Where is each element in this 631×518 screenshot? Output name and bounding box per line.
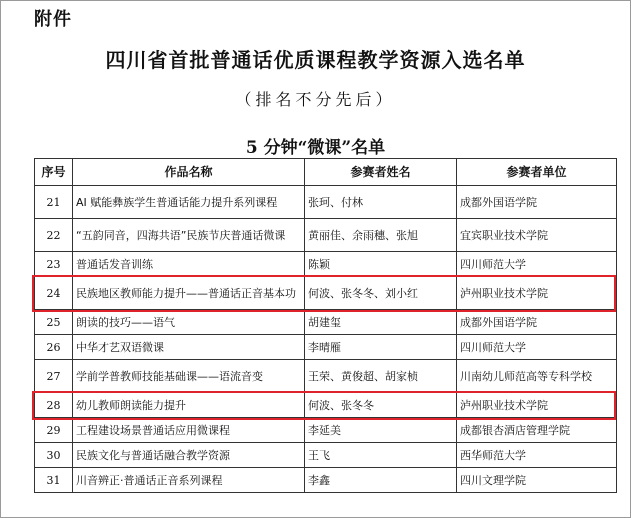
ranking-note: （排名不分先后）	[235, 90, 396, 109]
participant-unit: 四川师范大学	[457, 335, 617, 360]
participant-names: 陈颖	[305, 252, 457, 277]
row-number: 31	[35, 468, 73, 493]
work-title: 川音辨正·普通话正音系列课程	[73, 468, 305, 493]
participant-names: 何波、张冬冬	[305, 393, 457, 418]
participant-names: 李鑫	[305, 468, 457, 493]
table-header-row	[35, 159, 617, 186]
row-number: 24	[35, 277, 73, 310]
work-title: 中华才艺双语微课	[73, 335, 305, 360]
participant-names: 王荣、黄俊超、胡家桢	[305, 360, 457, 393]
row-number: 26	[35, 335, 73, 360]
header-work-title: 作品名称	[73, 159, 305, 186]
attachment-label: 附件	[34, 9, 72, 30]
participant-unit: 成都银杏酒店管理学院	[457, 418, 617, 443]
row-number: 22	[35, 219, 73, 252]
header-number: 序号	[35, 159, 73, 186]
participant-unit: 四川文理学院	[457, 468, 617, 493]
work-title: 朗读的技巧——语气	[73, 310, 305, 335]
participant-names: 黄丽佳、余雨穗、张旭	[305, 219, 457, 252]
participant-names: 王飞	[305, 443, 457, 468]
table-row	[35, 418, 617, 443]
participant-unit: 宜宾职业技术学院	[457, 219, 617, 252]
row-number: 30	[35, 443, 73, 468]
results-table	[34, 158, 617, 493]
participant-unit: 川南幼儿师范高等专科学校	[457, 360, 617, 393]
participant-unit: 泸州职业技术学院	[457, 277, 617, 310]
section-title: 5 分钟“微课”名单	[245, 138, 386, 158]
table-row	[35, 443, 617, 468]
work-title: 工程建设场景普通话应用微课程	[73, 418, 305, 443]
work-title: AI 赋能彝族学生普通话能力提升系列课程	[73, 186, 305, 219]
table-row	[35, 393, 617, 418]
table-row	[35, 335, 617, 360]
row-number: 28	[35, 393, 73, 418]
row-number: 29	[35, 418, 73, 443]
work-title: 民族文化与普通话融合教学资源	[73, 443, 305, 468]
work-title: “五韵同音，四海共语”民族节庆普通话微课	[73, 219, 305, 252]
row-number: 25	[35, 310, 73, 335]
table-row	[35, 360, 617, 393]
document-title: 四川省首批普通话优质课程教学资源入选名单	[105, 48, 526, 72]
participant-names: 李延美	[305, 418, 457, 443]
table-row	[35, 277, 617, 310]
work-title: 学前学普教师技能基础课——语流音变	[73, 360, 305, 393]
table-row	[35, 186, 617, 219]
row-number: 27	[35, 360, 73, 393]
participant-unit: 泸州职业技术学院	[457, 393, 617, 418]
work-title: 普通话发音训练	[73, 252, 305, 277]
table-row	[35, 219, 617, 252]
participant-names: 张珂、付林	[305, 186, 457, 219]
participant-unit: 成都外国语学院	[457, 186, 617, 219]
work-title: 幼儿教师朗读能力提升	[73, 393, 305, 418]
row-number: 23	[35, 252, 73, 277]
participant-names: 何波、张冬冬、刘小红	[305, 277, 457, 310]
participant-unit: 成都外国语学院	[457, 310, 617, 335]
participant-unit: 四川师范大学	[457, 252, 617, 277]
header-participant-unit: 参赛者单位	[457, 159, 617, 186]
table-row	[35, 310, 617, 335]
table-row	[35, 252, 617, 277]
row-number: 21	[35, 186, 73, 219]
header-participant-names: 参赛者姓名	[305, 159, 457, 186]
participant-names: 胡建玺	[305, 310, 457, 335]
participant-names: 李晴雁	[305, 335, 457, 360]
table-row	[35, 468, 617, 493]
work-title: 民族地区教师能力提升——普通话正音基本功	[73, 277, 305, 310]
participant-unit: 西华师范大学	[457, 443, 617, 468]
